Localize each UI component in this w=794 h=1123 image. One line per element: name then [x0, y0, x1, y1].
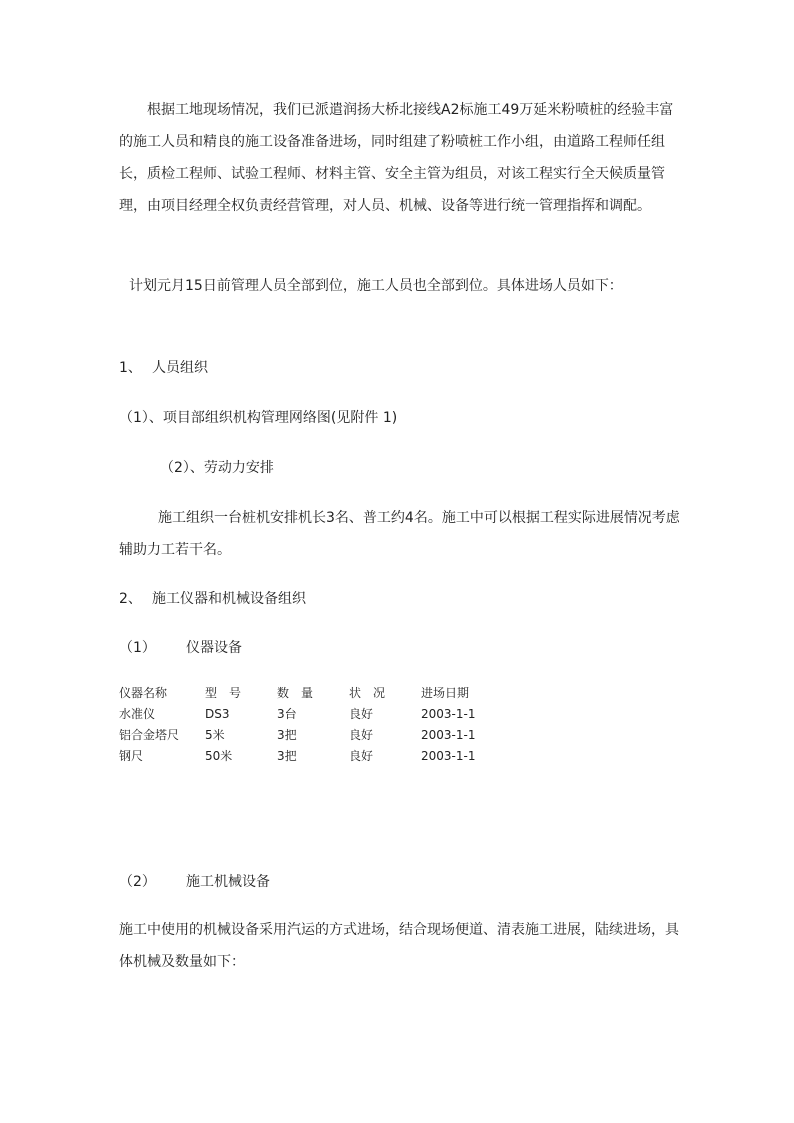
intro-paragraph: 根据工地现场情况，我们已派遣润扬大桥北接线A2标施工49万延米粉喷桩的经验丰富的施工人员和精良的施工设备准备进场，同时组建了粉喷桩工作小组，由道路工程师任组长，质检工程师、试验工程师、材料主管、安全主管为组员，对该工程实行全天候质量管理，由项目经理全权负责经营管理，对人员、机械、设备等进行统一管理指挥和调配。	[119, 102, 674, 214]
section-1-heading	[119, 358, 208, 378]
section-2-number: 2、	[119, 591, 142, 607]
section-1-number: 1、	[119, 360, 142, 376]
section-1-title: 人员组织	[152, 360, 208, 376]
item-2-2-title: 施工机械设备	[186, 874, 270, 890]
item-2-2-number: （2）	[119, 874, 156, 890]
item-2-1-number: （1）	[119, 640, 156, 656]
plan-paragraph: 计划元月15日前管理人员全部到位，施工人员也全部到位。具体进场人员如下：	[129, 278, 623, 294]
item-1-1: （1）、项目部组织机构管理网络图(见附件 1)	[119, 410, 398, 426]
table-header-cell: 进场日期	[421, 686, 470, 700]
table-cell: 良好	[349, 749, 374, 763]
item-2-1-title: 仪器设备	[186, 640, 242, 656]
table-cell: 2003-1-1	[421, 728, 476, 742]
item-1-2: （2）、劳动力安排	[160, 460, 274, 476]
labor-paragraph: 施工组织一台桩机安排机长3名、普工约4名。施工中可以根据工程实际进展情况考虑辅助力工若干名。	[119, 510, 680, 558]
table-cell: 3把	[277, 749, 297, 763]
table-cell: 3台	[277, 707, 297, 721]
table-cell: DS3	[205, 707, 230, 721]
table-header-cell: 状 况	[349, 686, 386, 700]
table-cell: 3把	[277, 728, 297, 742]
table-cell: 水准仪	[119, 707, 156, 721]
section-2-heading	[119, 589, 306, 609]
item-2-1-heading	[119, 638, 242, 658]
table-cell: 50米	[205, 749, 233, 763]
table-cell: 2003-1-1	[421, 707, 476, 721]
section-2-title: 施工仪器和机械设备组织	[152, 591, 306, 607]
table-header-cell: 仪器名称	[119, 686, 168, 700]
machinery-paragraph: 施工中使用的机械设备采用汽运的方式进场，结合现场便道、清表施工进展，陆续进场，具体机械及数量如下：	[119, 922, 679, 970]
table-cell: 5米	[205, 728, 225, 742]
table-cell: 钢尺	[119, 749, 144, 763]
table-cell: 铝合金塔尺	[119, 728, 180, 742]
table-cell: 良好	[349, 707, 374, 721]
table-header-cell: 数 量	[277, 686, 314, 700]
table-header-cell: 型 号	[205, 686, 242, 700]
table-cell: 良好	[349, 728, 374, 742]
table-cell: 2003-1-1	[421, 749, 476, 763]
item-2-2-heading	[119, 872, 270, 892]
